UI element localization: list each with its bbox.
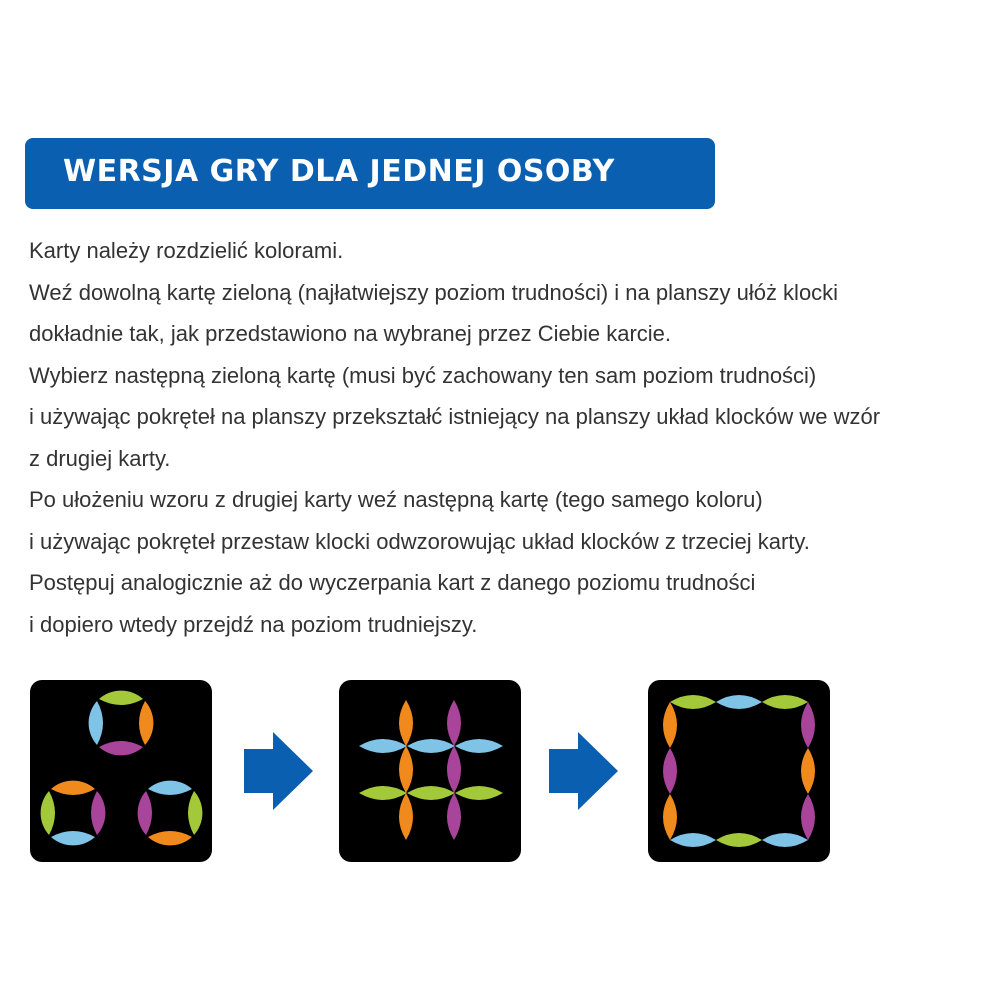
instruction-line: z drugiej karty.	[29, 445, 171, 471]
page-title: WERSJA GRY DLA JEDNEJ OSOBY	[63, 154, 615, 189]
instruction-line: dokładnie tak, jak przedstawiono na wybranej przez Ciebie karcie.	[29, 321, 672, 346]
pattern-card-3	[648, 680, 830, 862]
instruction-line: Wybierz następną zieloną kartę (musi być zachowany ten sam poziom trudności)	[29, 362, 817, 388]
instruction-line: i używając pokręteł przestaw klocki odwzorowując układ klocków z trzeciej karty.	[29, 528, 810, 554]
grid-pattern-icon	[339, 680, 521, 862]
instructions-text	[29, 230, 989, 645]
instruction-line: Po ułożeniu wzoru z drugiej karty weź następną kartę (tego samego koloru)	[29, 487, 763, 512]
instruction-line: Postępuj analogicznie aż do wyczerpania kart z danego poziomu trudności	[29, 570, 756, 595]
square-frame-pattern-icon	[648, 680, 830, 862]
instruction-line: Weź dowolną kartę zieloną (najłatwiejszy poziom trudności) i na planszy ułóż klocki	[29, 279, 839, 305]
pattern-card-1	[30, 680, 212, 862]
arrow-right-icon	[549, 732, 619, 810]
instruction-line: i używając pokręteł na planszy przekształć istniejący na planszy układ klocków we wzór	[29, 404, 881, 429]
title-banner	[25, 138, 715, 209]
arrow-right-icon	[244, 732, 314, 810]
three-rings-pattern-icon	[30, 680, 212, 862]
pattern-card-2	[339, 680, 521, 862]
instruction-line: i dopiero wtedy przejdź na poziom trudniejszy.	[29, 611, 478, 637]
instruction-line: Karty należy rozdzielić kolorami.	[29, 238, 344, 263]
